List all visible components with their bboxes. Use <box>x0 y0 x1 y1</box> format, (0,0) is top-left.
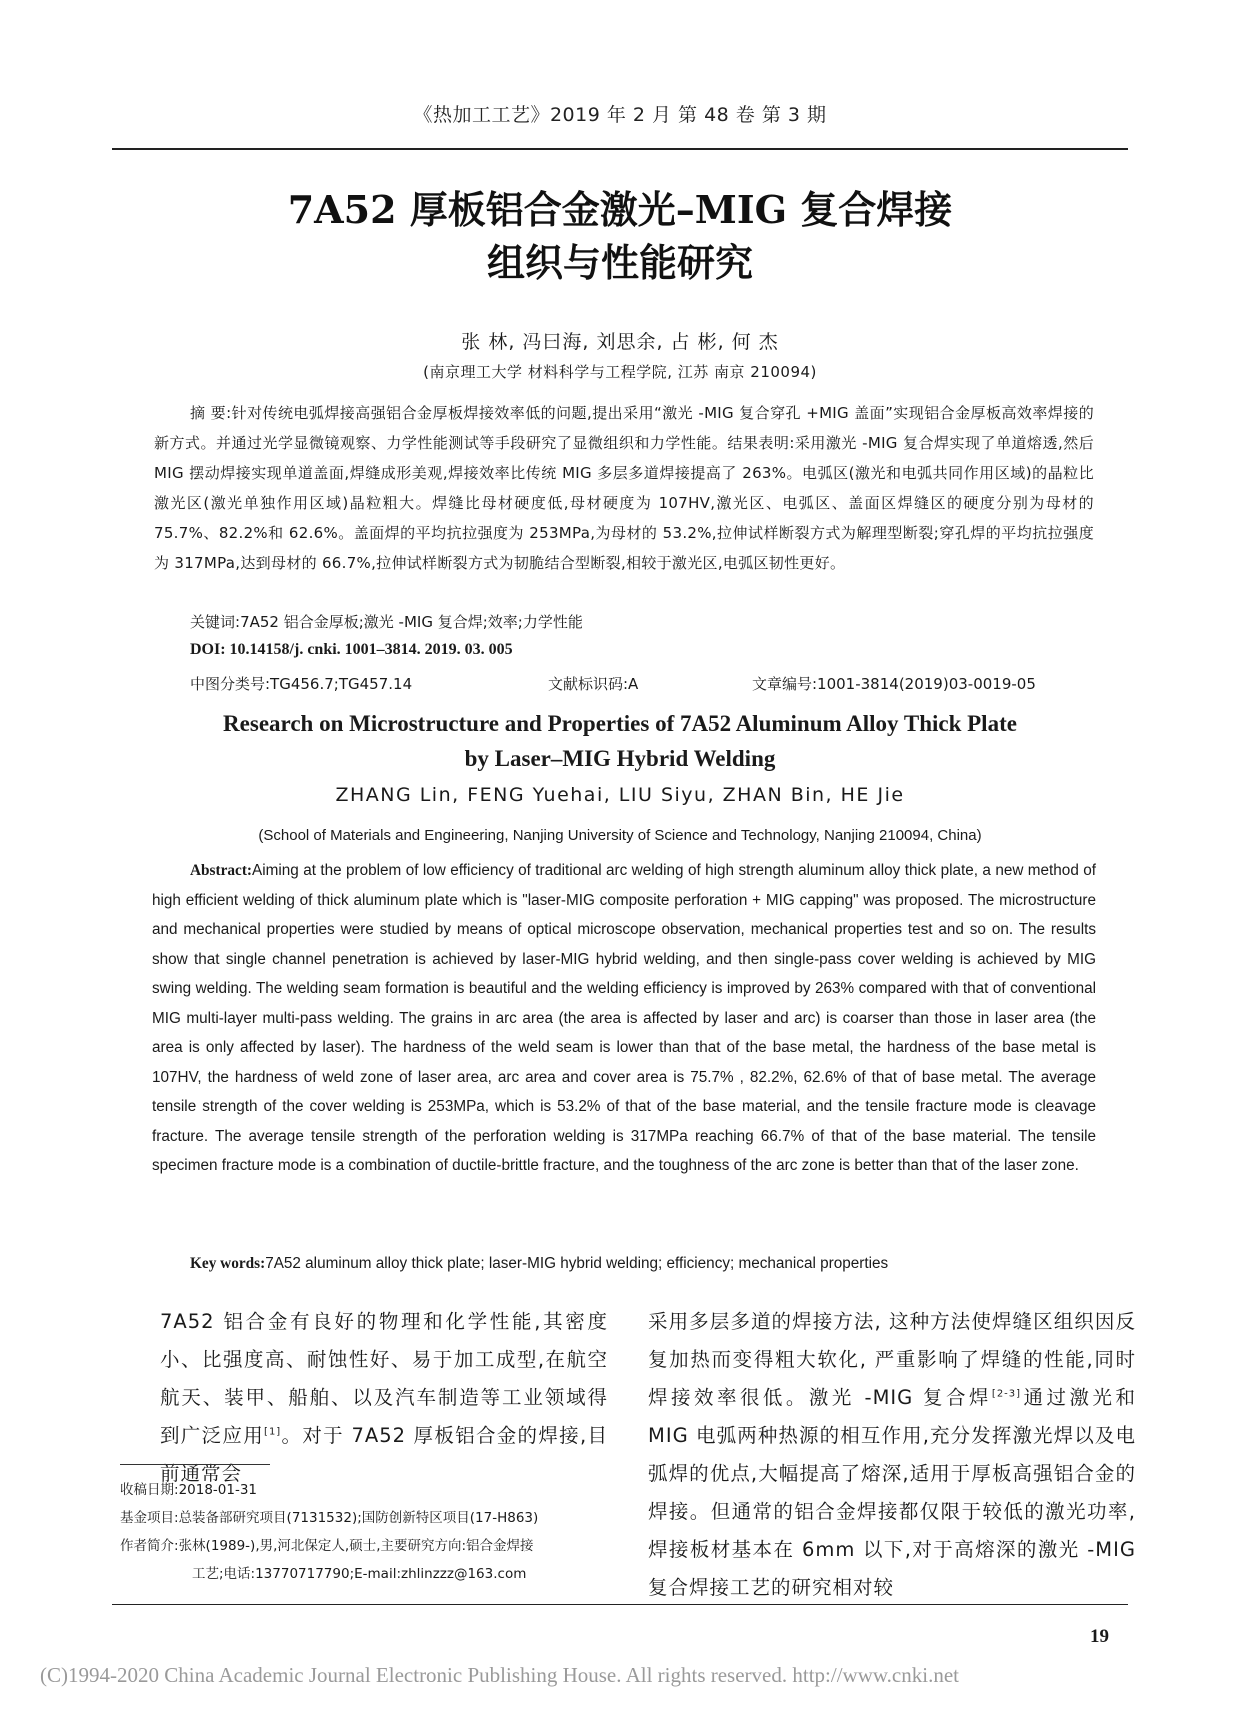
authors-cn: 张 林, 冯曰海, 刘思余, 占 彬, 何 杰 <box>461 331 779 353</box>
journal-header: 《热加工工艺》2019 年 2 月 第 48 卷 第 3 期 <box>413 104 827 126</box>
abstract-en <box>152 856 1096 1181</box>
footnote-author <box>120 1532 620 1560</box>
abstract-en-text: Aiming at the problem of low efficiency of traditional arc welding of high strength aluminum alloy thick plate, a new method of high efficient welding of thick aluminum plate which is "laser-MIG composite perforation + MIG capping" was proposed. The microstructure and mechanical properties were studied by means of optical microscope observation, mechanical properties test and so on. The results show that single channel penetration is achieved by laser-MIG hybrid welding, and then single-pass cover welding is achieved by MIG swing welding. The welding seam formation is beautiful and the welding efficiency is improved by 263% compared with that of conventional MIG multi-layer multi-pass welding. The grains in arc area (the area is affected by laser and arc) is coarser than those in laser area (the area is only affected by laser). The hardness of the weld seam is lower than that of the base metal, the hardness of the base metal is 107HV, the hardness of weld zone of laser area, arc area and cover area is 75.7% , 82.2%, 62.6% of that of base metal. The average tensile strength of the cover welding is 253MPa, which is 53.2% of that of the base material, and the tensile fracture mode is cleavage fracture. The average tensile strength of the perforation welding is 317MPa reaching 66.7% of that of the base material. The tensile specimen fracture mode is a combination of ductile-brittle fracture, and the toughness of the arc zone is better than that of the laser zone. <box>152 862 1096 1174</box>
footnote-received-label: 收稿日期: <box>120 1482 179 1498</box>
title-cn-line1: 7A52 厚板铝合金激光–MIG 复合焊接 <box>287 187 953 232</box>
title-en-line1: Research on Microstructure and Properties of 7A52 Aluminum Alloy Thick Plate <box>223 711 1017 736</box>
footnote-fund-text: 总装备部研究项目(7131532);国防创新特区项目(17-H863) <box>178 1510 539 1526</box>
copyright-watermark: (C)1994-2020 China Academic Journal Electronic Publishing House. All rights reserved. http://www.cnki.net <box>40 1663 959 1687</box>
footnote-author-line1: 张林(1989-),男,河北保定人,硕士,主要研究方向:铝合金焊接 <box>178 1538 534 1554</box>
abstract-cn <box>154 398 1094 578</box>
body-column-right <box>648 1303 1136 1607</box>
doi: DOI: 10.14158/j. cnki. 1001–3814. 2019. 03. 005 <box>190 641 513 658</box>
affiliation-cn: (南京理工大学 材料科学与工程学院, 江苏 南京 210094) <box>423 363 817 381</box>
citation-ref: [1] <box>264 1426 282 1438</box>
keywords-cn-label: 关键词: <box>190 613 241 631</box>
footnote-rule <box>120 1464 270 1465</box>
page-number: 19 <box>1090 1626 1109 1647</box>
body-left-text-after: 。对于 7A52 厚板铝合金的焊接,目前通常会 <box>160 1424 608 1485</box>
footnote-author-continued: 工艺;电话:13770717790;E-mail:zhlinzzz@163.com <box>192 1566 527 1582</box>
header-rule <box>112 148 1128 150</box>
affiliation-en: (School of Materials and Engineering, Nanjing University of Science and Technology, Nanjing 210094, China) <box>258 827 982 844</box>
body-right-text-before: 采用多层多道的焊接方法, 这种方法使焊缝区组织因反复加热而变得粗大软化, 严重影响了焊缝的性能,同时焊接效率很低。激光 -MIG 复合焊 <box>648 1310 1136 1409</box>
body-column-left <box>120 1303 608 1485</box>
keywords-en-text: 7A52 aluminum alloy thick plate; laser-MIG hybrid welding; efficiency; mechanical properties <box>265 1255 889 1272</box>
citation-ref: [2-3] <box>991 1388 1022 1400</box>
title-en <box>140 706 1100 776</box>
keywords-cn-text: 7A52 铝合金厚板;激光 -MIG 复合焊;效率;力学性能 <box>240 613 583 631</box>
footnote-received <box>120 1476 620 1504</box>
authors-en: ZHANG Lin, FENG Yuehai, LIU Siyu, ZHAN Bin, HE Jie <box>335 784 905 806</box>
footnote-fund-label: 基金项目: <box>120 1510 179 1526</box>
keywords-en <box>190 1255 888 1273</box>
title-en-line2: by Laser–MIG Hybrid Welding <box>464 746 776 771</box>
clc-number: 中图分类号:TG456.7;TG457.14 <box>190 675 413 693</box>
article-number: 文章编号:1001-3814(2019)03-0019-05 <box>752 675 1036 693</box>
keywords-cn <box>190 611 583 632</box>
keywords-en-label: Key words: <box>190 1255 266 1272</box>
abstract-en-label: Abstract: <box>190 862 253 879</box>
document-code: 文献标识码:A <box>548 675 639 693</box>
footnote-fund <box>120 1504 620 1532</box>
footnote-author-label: 作者简介: <box>120 1538 179 1554</box>
body-right-text-after: 通过激光和 MIG 电弧两种热源的相互作用,充分发挥激光焊以及电弧焊的优点,大幅提高了熔深,适用于厚板高强铝合金的焊接。但通常的铝合金焊接都仅限于较低的激光功率,焊接板材基本在 6mm 以下,对于高熔深的激光 -MIG 复合焊接工艺的研究相对较 <box>648 1386 1136 1599</box>
body-left-text: 7A52 铝合金有良好的物理和化学性能,其密度小、比强度高、耐蚀性好、易于加工成型,在航空航天、装甲、船舶、以及汽车制造等工业领域得到广泛应用 <box>160 1310 608 1447</box>
footer-rule <box>112 1604 1128 1605</box>
abstract-cn-text: 针对传统电弧焊接高强铝合金厚板焊接效率低的问题,提出采用“激光 -MIG 复合穿孔 +MIG 盖面”实现铝合金厚板高效率焊接的新方式。并通过光学显微镜观察、力学性能测试等手段研究了显微组织和力学性能。结果表明:采用激光 -MIG 复合焊实现了单道熔透,然后 MIG 摆动焊接实现单道盖面,焊缝成形美观,焊接效率比传统 MIG 多层多道焊接提高了 263%。电弧区(激光和电弧共同作用区域)的晶粒比激光区(激光单独作用区域)晶粒粗大。焊缝比母材硬度低,母材硬度为 107HV,激光区、电弧区、盖面区焊缝区的硬度分别为母材的 75.7%、82.2%和 62.6%。盖面焊的平均抗拉强度为 253MPa,为母材的 53.2%,拉伸试样断裂方式为解理型断裂;穿孔焊的平均抗拉强度为 317MPa,达到母材的 66.7%,拉伸试样断裂方式为韧脆结合型断裂,相较于激光区,电弧区韧性更好。 <box>154 404 1094 572</box>
title-cn-line2: 组织与性能研究 <box>486 240 753 285</box>
footnotes <box>120 1476 620 1588</box>
abstract-cn-label: 摘 要: <box>190 404 232 422</box>
footnote-received-date: 2018-01-31 <box>178 1482 258 1498</box>
